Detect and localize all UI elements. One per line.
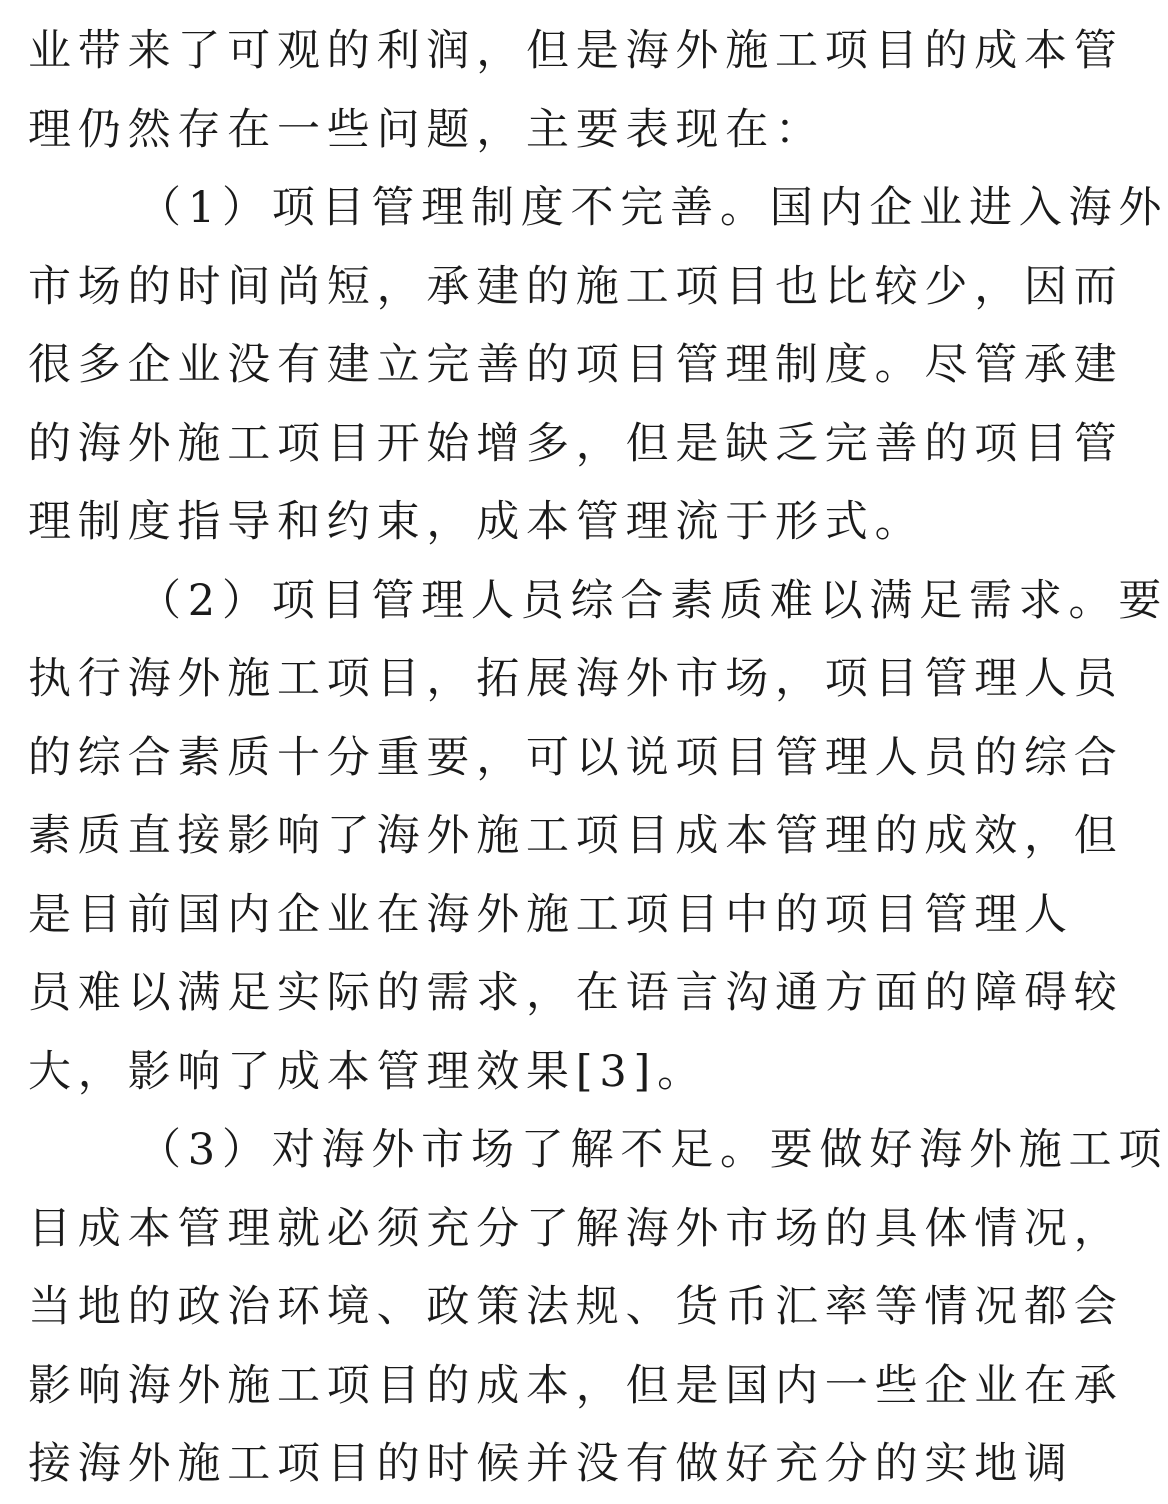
text-line: 很多企业没有建立完善的项目管理制度。尽管承建 xyxy=(28,340,1124,390)
text-line: 员难以满足实际的需求，在语言沟通方面的障碍较 xyxy=(28,968,1124,1018)
text-line: 当地的政治环境、政策法规、货币汇率等情况都会 xyxy=(28,1282,1124,1332)
text-line: 执行海外施工项目，拓展海外市场，项目管理人员 xyxy=(28,654,1124,704)
paragraph-start-line: （3）对海外市场了解不足。要做好海外施工项 xyxy=(138,1125,1168,1175)
text-line: 的综合素质十分重要，可以说项目管理人员的综合 xyxy=(28,732,1124,783)
text-line: 理制度指导和约束，成本管理流于形式。 xyxy=(28,497,925,547)
paragraph-start-line: （2）项目管理人员综合素质难以满足需求。要 xyxy=(138,575,1168,626)
text-line: 业带来了可观的利润，但是海外施工项目的成本管 xyxy=(28,26,1124,76)
text-line: 市场的时间尚短，承建的施工项目也比较少，因而 xyxy=(28,261,1124,312)
text-line: 是目前国内企业在海外施工项目中的项目管理人 xyxy=(28,889,1074,940)
text-line: 的海外施工项目开始增多，但是缺乏完善的项目管 xyxy=(28,418,1124,469)
text-line: 理仍然存在一些问题，主要表现在： xyxy=(28,104,825,155)
text-line: 目成本管理就必须充分了解海外市场的具体情况， xyxy=(28,1203,1124,1254)
text-line: 影响海外施工项目的成本，但是国内一些企业在承 xyxy=(28,1360,1124,1411)
text-line: 大，影响了成本管理效果[3]。 xyxy=(28,1046,707,1097)
text-line: 接海外施工项目的时候并没有做好充分的实地调 xyxy=(28,1439,1074,1489)
text-line: 素质直接影响了海外施工项目成本管理的成效，但 xyxy=(28,811,1124,861)
paragraph-start-line: （1）项目管理制度不完善。国内企业进入海外 xyxy=(138,183,1168,233)
